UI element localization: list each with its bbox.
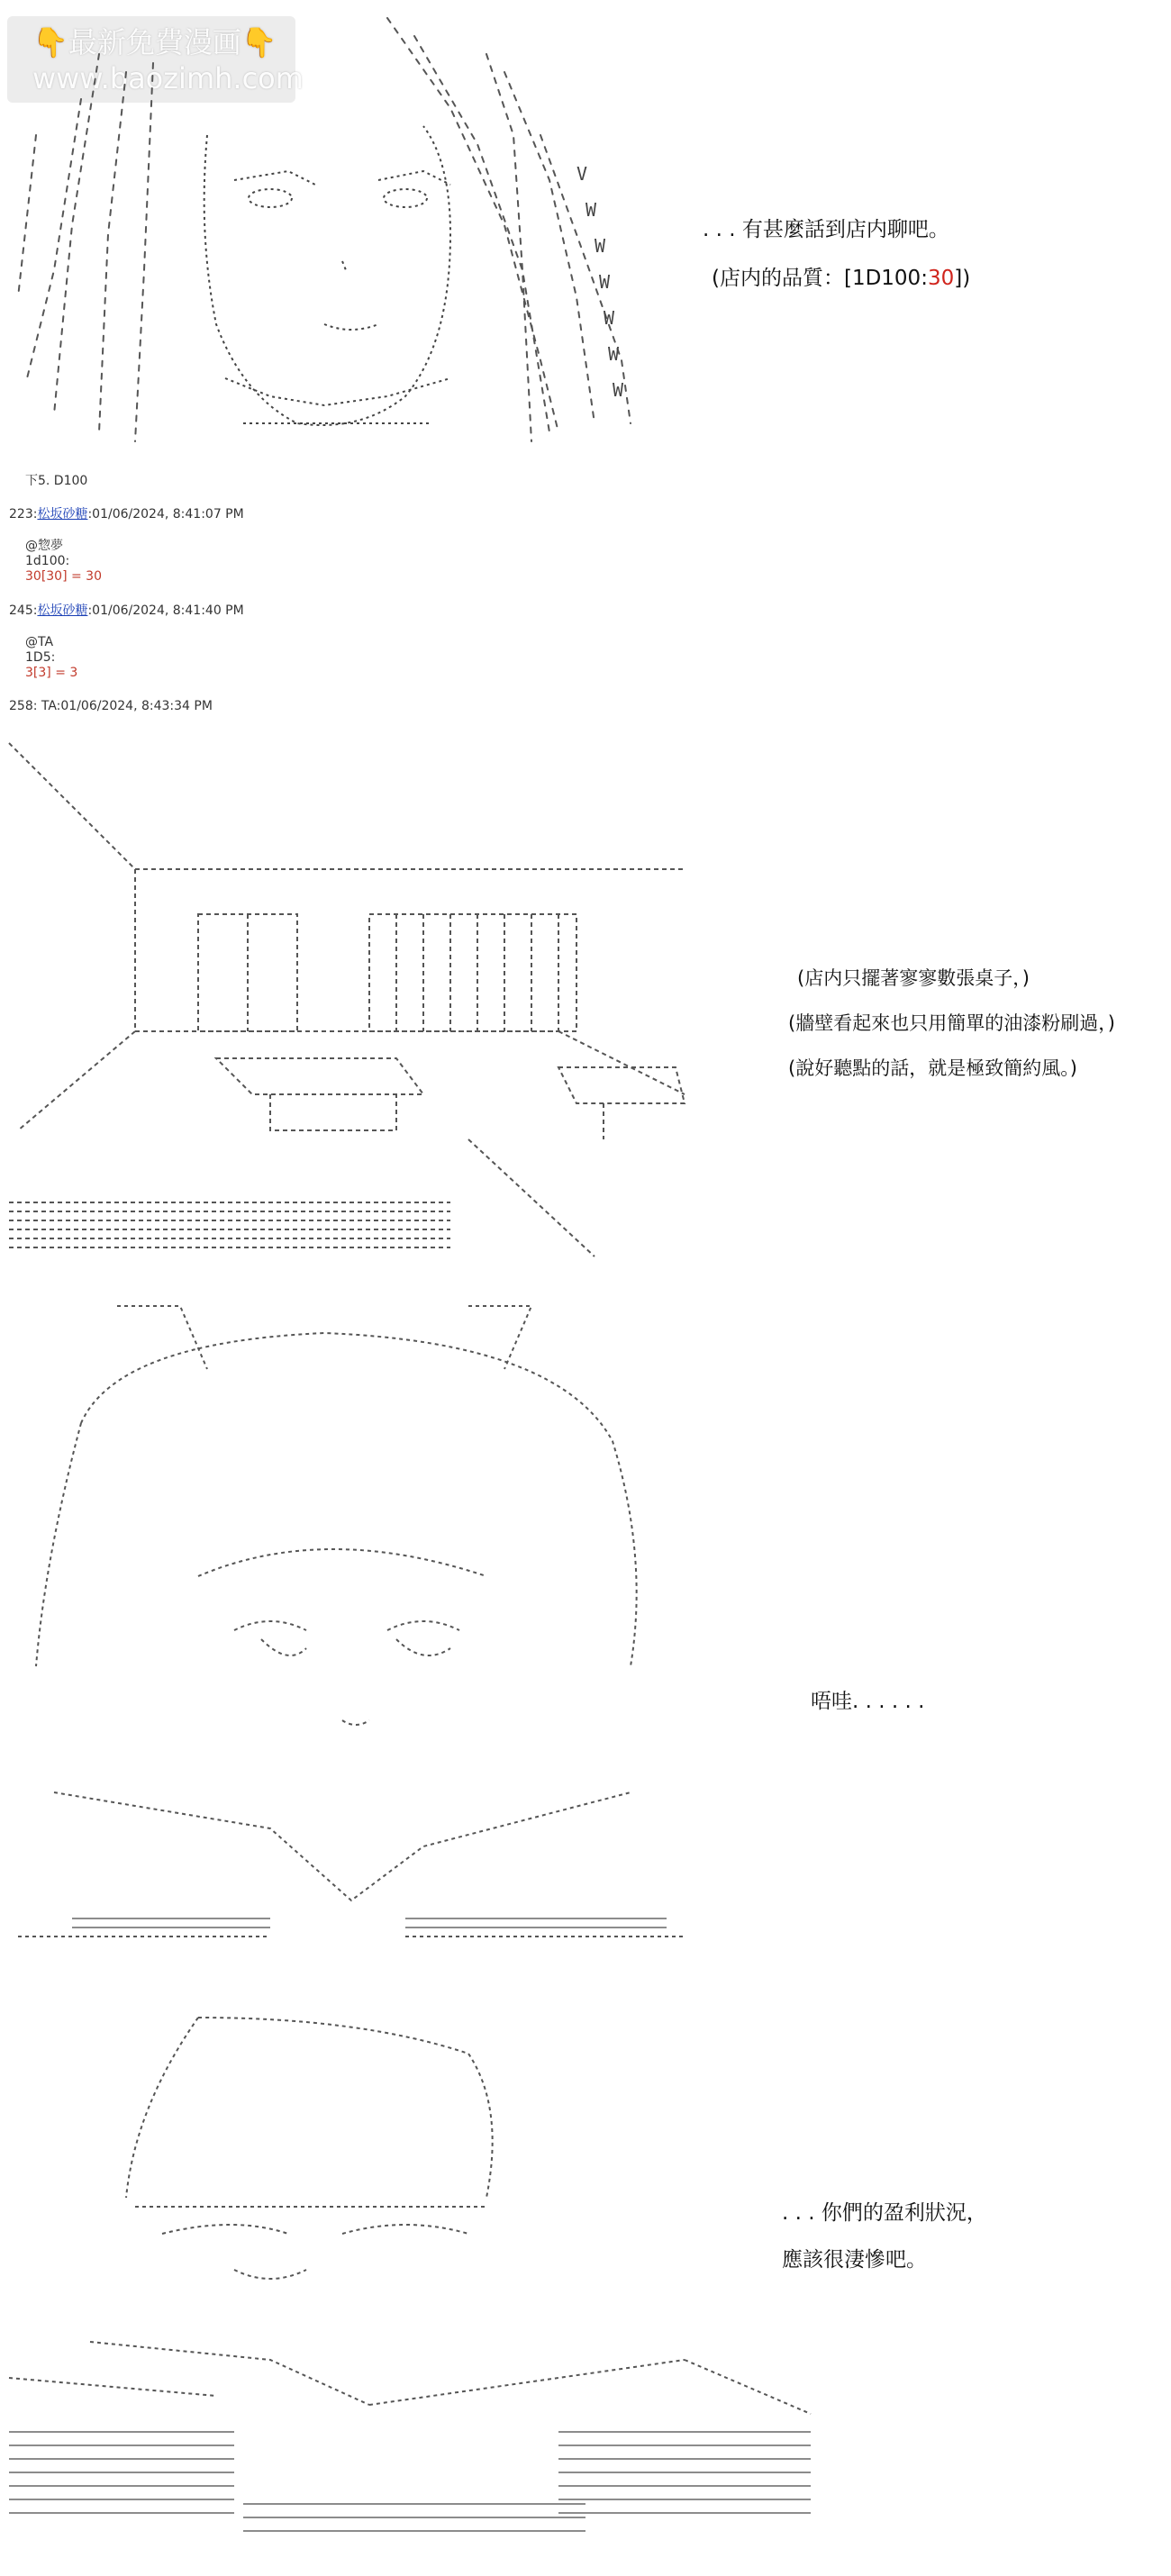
svg-text:V: V (576, 163, 588, 185)
post-245-result: 3[3] = 3 (25, 666, 78, 680)
post-245-at: @TA (25, 635, 54, 649)
hand-icon: 👇 (32, 25, 68, 59)
svg-text:W: W (599, 271, 611, 293)
room-art-panel-2 (0, 734, 703, 1265)
post-header-245: 245:松坂砂糖:01/06/2024, 8:41:40 PM (9, 603, 244, 618)
author-link[interactable]: 松坂砂糖 (37, 603, 88, 618)
dialog-panel-3-line-1: 唔哇. . . . . . (811, 1690, 925, 1713)
watermark-url: www.baozimh.com (32, 61, 304, 95)
portrait-art-panel-1 (0, 0, 649, 468)
post-223-cmd: 1d100: (25, 554, 70, 568)
svg-text:W: W (604, 307, 615, 329)
svg-text:W: W (586, 199, 597, 221)
dialog-panel-1-line-1: . . . 有甚麼話到店内聊吧。 (703, 218, 949, 241)
svg-text:W: W (608, 343, 620, 365)
post-header-223: 223:松坂砂糖:01/06/2024, 8:41:07 PM (9, 507, 244, 522)
post-223-at: @惣夢 (25, 539, 63, 553)
dialog-panel-4-line-1: . . . 你們的盈利狀況， (782, 2201, 987, 2225)
svg-text:W: W (613, 379, 624, 401)
watermark-title: 👇最新免費漫画👇 (32, 25, 277, 59)
post-header-258: 258: TA:01/06/2024, 8:43:34 PM (9, 699, 213, 713)
dialog-panel-1-line-2: (店内的品質：[1D100:30]) (712, 267, 971, 290)
roll-note: 下5. D100 (25, 474, 88, 488)
dialog-panel-2-line-2: (牆壁看起來也只用簡單的油漆粉刷過，) (788, 1012, 1115, 1034)
author-link[interactable]: 松坂砂糖 (37, 507, 88, 522)
dialog-panel-2-line-1: (店内只擺著寥寥數張桌子，) (797, 967, 1030, 989)
hand-icon: 👇 (241, 25, 277, 59)
post-223-result: 30[30] = 30 (25, 569, 102, 584)
svg-text:W: W (595, 235, 606, 257)
quality-roll-value: 30 (927, 267, 955, 290)
dialog-panel-2-line-3: (說好聽點的話，就是極致簡約風。) (788, 1057, 1077, 1079)
post-245-cmd: 1D5: (25, 650, 56, 665)
character-art-panel-3 (0, 1288, 703, 1991)
character-art-panel-4 (0, 2000, 829, 2576)
dialog-panel-4-line-2: 應該很淒慘吧。 (782, 2248, 927, 2272)
